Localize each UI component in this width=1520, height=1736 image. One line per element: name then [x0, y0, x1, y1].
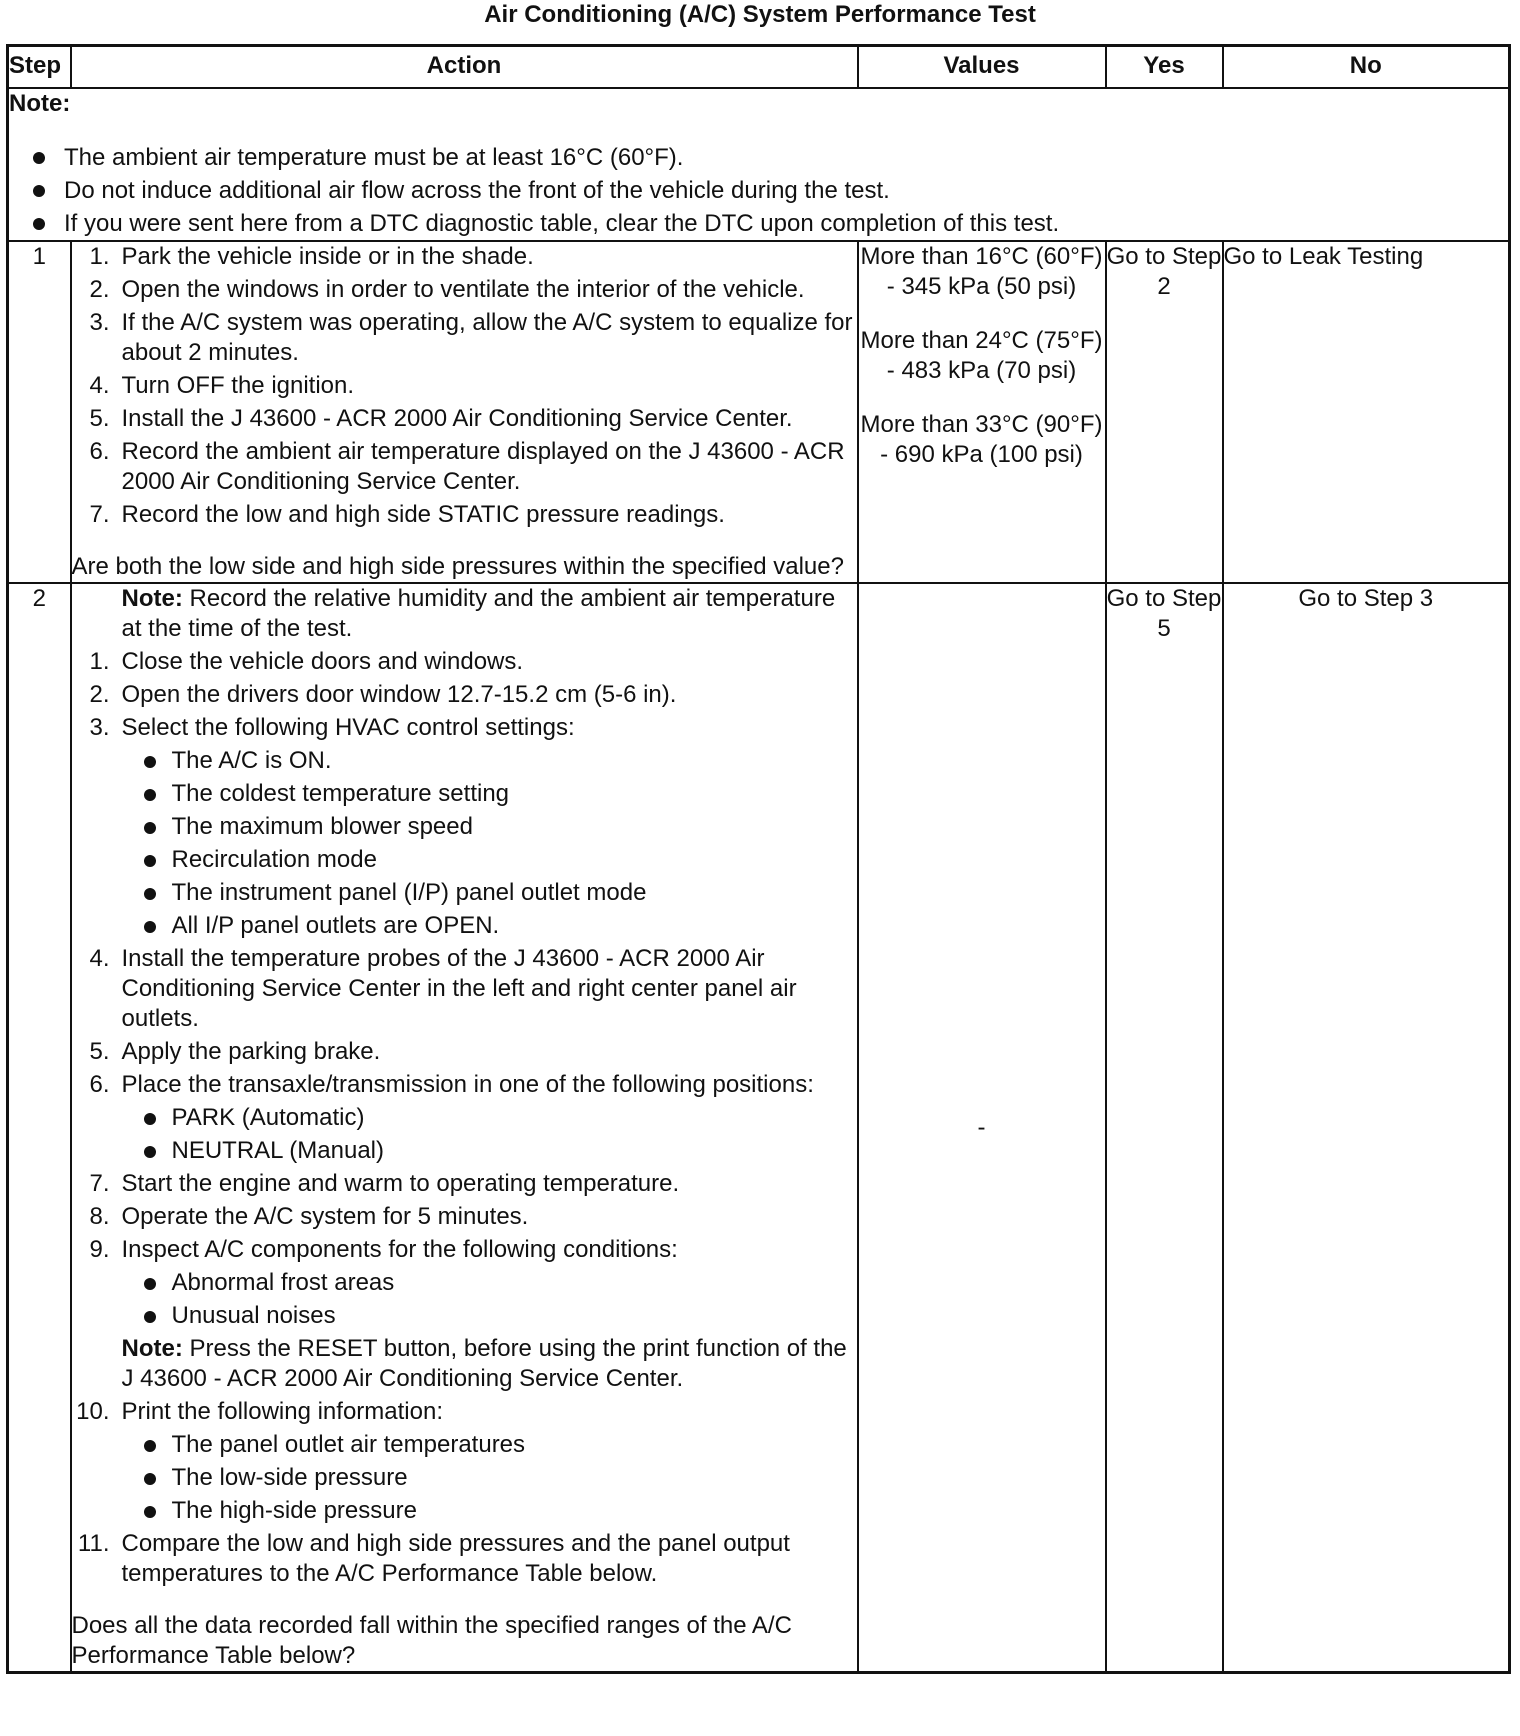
step-2-row	[8, 583, 1510, 1673]
sub-item: NEUTRAL (Manual)	[122, 1136, 857, 1166]
action-item: 9. Inspect A/C components for the following conditions: Abnormal frost areas Unusual noises	[72, 1235, 857, 1331]
step-1-no: Go to Leak Testing	[1223, 241, 1510, 583]
sub-item: The panel outlet air temperatures	[122, 1430, 857, 1460]
sub-item: The high-side pressure	[122, 1496, 857, 1526]
action-item: 3. Select the following HVAC control settings: The A/C is ON. The coldest temperature setting The maximum blower speed Recirculation mode The instrument panel (I/P) panel outlet mode All I/P panel outlets are OPEN.	[72, 713, 857, 941]
col-header-step: Step	[8, 46, 71, 89]
sub-item: PARK (Automatic)	[122, 1103, 857, 1133]
action-item: 6. Record the ambient air temperature displayed on the J 43600 - ACR 2000 Air Conditioning Service Center.	[89, 438, 845, 495]
col-header-values: Values	[858, 46, 1106, 89]
action-item: 5. Install the J 43600 - ACR 2000 Air Conditioning Service Center.	[89, 405, 793, 432]
value-spec: More than 24°C (75°F) - 483 kPa (70 psi)	[860, 327, 1103, 384]
action-item: 4. Install the temperature probes of the J 43600 - ACR 2000 Air Conditioning Service Center in the left and right center panel air outlets.	[89, 945, 797, 1032]
action-item: 4. Turn OFF the ignition.	[89, 372, 355, 399]
step-1-yes: Go to Step 2	[1106, 241, 1223, 583]
step-2-action	[71, 583, 858, 1673]
col-header-no: No	[1223, 46, 1510, 89]
sub-item: Abnormal frost areas	[122, 1268, 857, 1298]
value-spec: -	[977, 1113, 986, 1141]
note-row	[8, 88, 1510, 241]
print-info-list	[122, 1430, 857, 1526]
header-row	[8, 46, 1510, 89]
sub-item: Unusual noises	[122, 1301, 857, 1331]
step-2-yes: Go to Step 5	[1106, 583, 1223, 1673]
step-2-question: Does all the data recorded fall within the specified ranges of the A/C Performance Table below?	[71, 1612, 792, 1669]
sub-item: The maximum blower speed	[122, 812, 857, 842]
sub-item: All I/P panel outlets are OPEN.	[122, 911, 857, 941]
action-item: 8. Operate the A/C system for 5 minutes.	[89, 1203, 529, 1230]
step-number: 2	[8, 583, 71, 1673]
action-item: 6. Place the transaxle/transmission in one of the following positions: PARK (Automatic) NEUTRAL (Manual)	[72, 1070, 857, 1166]
action-item: 10. Print the following information: The panel outlet air temperatures The low-side pressure The high-side pressure	[72, 1397, 857, 1526]
note-item: If you were sent here from a DTC diagnostic table, clear the DTC upon completion of this test.	[9, 207, 1508, 240]
inspection-conditions-list	[122, 1268, 857, 1331]
action-item: 3. If the A/C system was operating, allow the A/C system to equalize for about 2 minutes.	[89, 309, 853, 366]
document-title: Air Conditioning (A/C) System Performance Test	[484, 1, 1036, 28]
step-1-row	[8, 241, 1510, 583]
step-2-reset-note: Note: Press the RESET button, before using the print function of the J 43600 - ACR 2000 Air Conditioning Service Center.	[121, 1335, 847, 1392]
step-1-question: Are both the low side and high side pressures within the specified value?	[71, 553, 844, 580]
step-2-no: Go to Step 3	[1223, 583, 1510, 1673]
step-2-action-list-continued	[72, 1397, 857, 1589]
action-item: 5. Apply the parking brake.	[89, 1038, 381, 1065]
sub-item: The A/C is ON.	[122, 746, 857, 776]
sub-item: Recirculation mode	[122, 845, 857, 875]
general-note	[8, 88, 1510, 241]
transmission-position-list	[122, 1103, 857, 1166]
step-1-action-list	[72, 242, 857, 530]
note-list	[9, 141, 1508, 240]
note-label: Note:	[9, 90, 71, 117]
col-header-action: Action	[71, 46, 858, 89]
step-number: 1	[8, 241, 71, 583]
step-1-values	[858, 241, 1106, 583]
col-header-yes: Yes	[1106, 46, 1223, 89]
step-2-action-list	[72, 647, 857, 1331]
action-item: 11. Compare the low and high side pressures and the panel output temperatures to the A/C Performance Table below.	[77, 1530, 790, 1587]
action-item: 2. Open the windows in order to ventilate the interior of the vehicle.	[89, 276, 805, 303]
action-item: 1. Close the vehicle doors and windows.	[89, 648, 524, 675]
sub-item: The instrument panel (I/P) panel outlet mode	[122, 878, 857, 908]
action-item: 7. Record the low and high side STATIC pressure readings.	[89, 501, 725, 528]
step-1-action	[71, 241, 858, 583]
value-spec: More than 33°C (90°F) - 690 kPa (100 psi)	[860, 411, 1103, 468]
action-item: 7. Start the engine and warm to operating temperature.	[89, 1170, 680, 1197]
note-item: The ambient air temperature must be at least 16°C (60°F).	[9, 141, 1508, 174]
hvac-settings-list	[122, 746, 857, 941]
action-item: 2. Open the drivers door window 12.7-15.2 cm (5-6 in).	[89, 681, 677, 708]
note-item: Do not induce additional air flow across the front of the vehicle during the test.	[9, 174, 1508, 207]
step-2-values	[858, 583, 1106, 1673]
value-spec: More than 16°C (60°F) - 345 kPa (50 psi)	[860, 243, 1103, 300]
sub-item: The coldest temperature setting	[122, 779, 857, 809]
action-item: 1. Park the vehicle inside or in the shade.	[89, 243, 534, 270]
step-2-note: Note: Record the relative humidity and the ambient air temperature at the time of the test.	[121, 585, 836, 642]
performance-test-table	[6, 44, 1511, 1674]
sub-item: The low-side pressure	[122, 1463, 857, 1493]
